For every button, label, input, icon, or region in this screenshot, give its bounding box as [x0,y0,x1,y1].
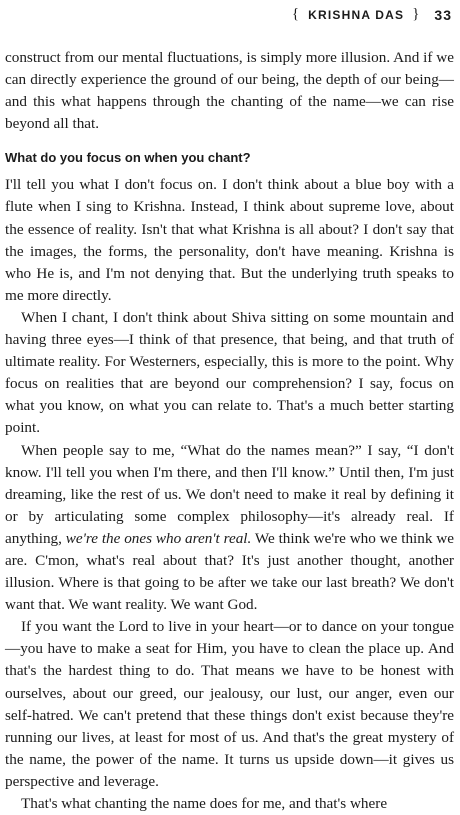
page-number: 33 [434,6,452,23]
paragraph-5: That's what chanting the name does for me, and that's where [21,795,388,812]
running-head-bracket-right: } [412,6,421,22]
paragraph-3-emphasis: we're the ones who aren't real. [65,529,252,547]
paragraph-4: If you want the Lord to live in your heart—or to dance on your tongue—you have to make a seat for Him, you have to clean the place up. And that's the hardest thing to do. That means we have to be honest with ourselves, about our greed, our jealousy, our lust, our anger, even our self-hatred. We can't pretend that these things don't exist because they're running our lives, at least for most of us. And that's the great mystery of the name, the power of the name. It turns us upside down—it gives us perspective and leverage. [5,618,454,790]
paragraph-3-text-after: We think we're who we think we are. C'mon, what's real about that? It's just another thought, another illusion. Where is that going to be after we take our last breath? We don't want that. We want reality. We want God. [5,529,454,614]
running-head-bracket-left: { [291,6,301,22]
paragraph-3 [5,440,454,617]
paragraph-3-text-before: When people say to me, “What do the names mean?” I say, “I don't know. I'll tell you when I'm there, and then I'll know.” Until then, I'm just dreaming, like the rest of us. We don't need to make it real by defining it or by articulating some complex philosophy—it's already real. If anything, [5,441,454,547]
paragraph-1: I'll tell you what I don't focus on. I don't think about a blue boy with a flute when I sing to Krishna. Instead, I think about supreme love, about the essence of reality. Isn't that what Krishna is all about? I don't say that the images, the forms, the personality, don't have meaning. Krishna is who He is, and I'm not denying that. But the underlying truth speaks to me more directly. [5,176,454,304]
paragraph-2: When I chant, I don't think about Shiva sitting on some mountain and having three eyes—I think of that presence, that being, and that truth of ultimate reality. For Westerners, especially, this is more to the point. Why focus on realities that are beyond our comprehension? I say, focus on what you know, on what you can relate to. That's a much better starting point. [5,308,454,437]
running-head [292,6,452,23]
opening-paragraph: construct from our mental fluctuations, is simply more illusion. And if we can directly experience the ground of our being, the depth of our being—and this what happens through the chanting of the name—we can rise beyond all that. [5,49,454,133]
running-head-title: KRISHNA DAS [308,7,405,22]
page-body [5,47,454,815]
section-heading: What do you focus on when you chant? [5,150,251,166]
